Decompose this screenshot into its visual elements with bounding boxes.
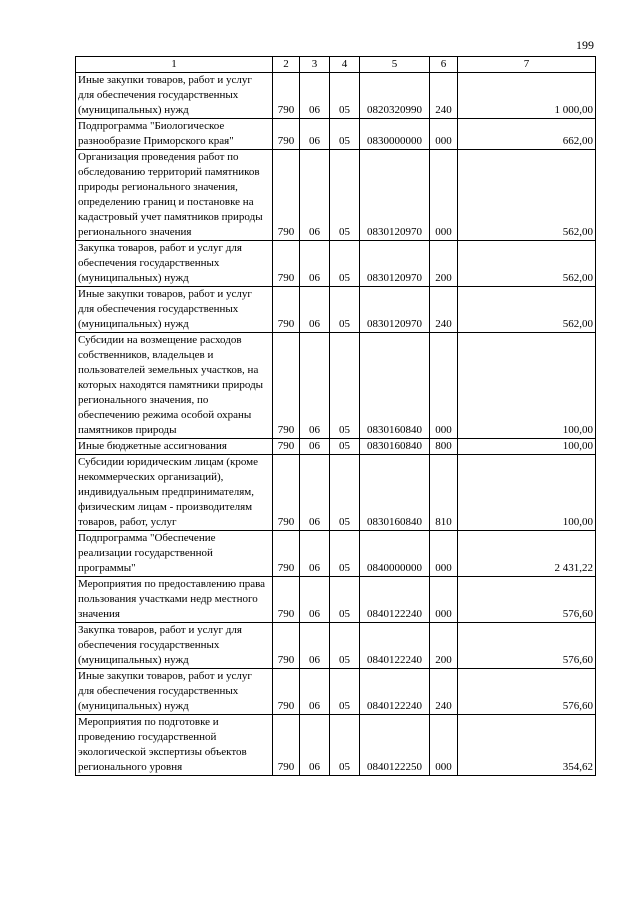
row-code-subsection: 05 [330,73,360,119]
row-code-section: 06 [300,73,330,119]
row-amount: 354,62 [458,715,596,776]
row-code-section: 06 [300,715,330,776]
row-code-subsection: 05 [330,577,360,623]
row-amount: 576,60 [458,623,596,669]
row-code-type: 800 [430,439,458,455]
row-amount: 2 431,22 [458,531,596,577]
row-amount: 562,00 [458,241,596,287]
row-code-target: 0830120970 [360,287,430,333]
row-code-section: 06 [300,287,330,333]
row-code-type: 240 [430,287,458,333]
row-code-type: 200 [430,241,458,287]
row-code-section: 06 [300,439,330,455]
row-code-type: 000 [430,333,458,439]
column-header: 6 [430,57,458,73]
row-code-section: 06 [300,455,330,531]
row-code-subsection: 05 [330,669,360,715]
row-code-admin: 790 [273,241,300,287]
row-name: Закупка товаров, работ и услуг для обеспечения государственных (муниципальных) нужд [76,623,273,669]
row-amount: 100,00 [458,333,596,439]
table-row [76,623,596,669]
row-code-admin: 790 [273,287,300,333]
row-code-target: 0840122240 [360,623,430,669]
row-code-section: 06 [300,577,330,623]
table-row [76,531,596,577]
row-code-type: 000 [430,150,458,241]
row-code-section: 06 [300,531,330,577]
row-name: Иные закупки товаров, работ и услуг для обеспечения государственных (муниципальных) нужд [76,73,273,119]
row-code-target: 0840122240 [360,577,430,623]
row-code-admin: 790 [273,73,300,119]
page-number: 199 [576,38,594,52]
row-code-type: 810 [430,455,458,531]
table-row [76,333,596,439]
row-code-section: 06 [300,333,330,439]
row-code-type: 000 [430,577,458,623]
column-header: 5 [360,57,430,73]
row-code-subsection: 05 [330,531,360,577]
table-row [76,150,596,241]
table-row [76,715,596,776]
table-row [76,241,596,287]
table-row [76,669,596,715]
row-code-target: 0830160840 [360,455,430,531]
row-amount: 1 000,00 [458,73,596,119]
row-code-admin: 790 [273,577,300,623]
row-code-admin: 790 [273,623,300,669]
table-row [76,287,596,333]
row-code-admin: 790 [273,531,300,577]
row-code-subsection: 05 [330,455,360,531]
row-amount: 576,60 [458,577,596,623]
column-header: 1 [76,57,273,73]
row-code-target: 0820320990 [360,73,430,119]
column-header: 2 [273,57,300,73]
row-code-target: 0830000000 [360,119,430,150]
table-row [76,119,596,150]
row-name: Мероприятия по подготовке и проведению государственной экологической экспертизы объектов регионального уровня [76,715,273,776]
row-amount: 100,00 [458,439,596,455]
table-row [76,577,596,623]
row-code-section: 06 [300,119,330,150]
row-name: Закупка товаров, работ и услуг для обеспечения государственных (муниципальных) нужд [76,241,273,287]
row-name: Иные закупки товаров, работ и услуг для обеспечения государственных (муниципальных) нужд [76,287,273,333]
row-code-admin: 790 [273,669,300,715]
column-header: 7 [458,57,596,73]
row-code-subsection: 05 [330,241,360,287]
table-row [76,455,596,531]
row-code-admin: 790 [273,333,300,439]
row-code-section: 06 [300,669,330,715]
row-name: Иные бюджетные ассигнования [76,439,273,455]
row-code-admin: 790 [273,150,300,241]
row-code-subsection: 05 [330,150,360,241]
row-code-admin: 790 [273,455,300,531]
row-name: Иные закупки товаров, работ и услуг для обеспечения государственных (муниципальных) нужд [76,669,273,715]
table-row [76,439,596,455]
header-row [76,57,596,73]
row-name: Субсидии юридическим лицам (кроме некоммерческих организаций), индивидуальным предпринимателям, физическим лицам - производителям товаров, работ, услуг [76,455,273,531]
row-code-section: 06 [300,150,330,241]
row-code-admin: 790 [273,439,300,455]
row-code-type: 000 [430,119,458,150]
row-name: Субсидии на возмещение расходов собственников, владельцев и пользователей земельных участков, на которых находятся памятники природы регионального значения, по обеспечению режима особой охраны памятников природы [76,333,273,439]
row-code-admin: 790 [273,119,300,150]
row-amount: 562,00 [458,287,596,333]
budget-table [75,56,596,776]
row-amount: 662,00 [458,119,596,150]
row-code-type: 240 [430,73,458,119]
row-code-section: 06 [300,241,330,287]
row-code-type: 200 [430,623,458,669]
row-name: Подпрограмма "Обеспечение реализации государственной программы" [76,531,273,577]
row-name: Мероприятия по предоставлению права пользования участками недр местного значения [76,577,273,623]
column-header: 3 [300,57,330,73]
table-row [76,73,596,119]
row-code-subsection: 05 [330,439,360,455]
column-header: 4 [330,57,360,73]
row-name: Организация проведения работ по обследованию территорий памятников природы регионального значения, определению границ и постановке на кадастровый учет памятников природы регионального значения [76,150,273,241]
row-code-subsection: 05 [330,715,360,776]
row-code-type: 240 [430,669,458,715]
row-code-target: 0840122250 [360,715,430,776]
row-code-subsection: 05 [330,119,360,150]
row-code-subsection: 05 [330,333,360,439]
row-amount: 576,60 [458,669,596,715]
row-amount: 562,00 [458,150,596,241]
row-code-admin: 790 [273,715,300,776]
row-code-target: 0830120970 [360,150,430,241]
row-code-target: 0830120970 [360,241,430,287]
row-code-section: 06 [300,623,330,669]
row-code-target: 0830160840 [360,333,430,439]
row-code-target: 0840122240 [360,669,430,715]
row-code-target: 0830160840 [360,439,430,455]
row-code-subsection: 05 [330,287,360,333]
row-name: Подпрограмма "Биологическое разнообразие Приморского края" [76,119,273,150]
row-code-subsection: 05 [330,623,360,669]
row-code-target: 0840000000 [360,531,430,577]
row-code-type: 000 [430,531,458,577]
row-amount: 100,00 [458,455,596,531]
row-code-type: 000 [430,715,458,776]
